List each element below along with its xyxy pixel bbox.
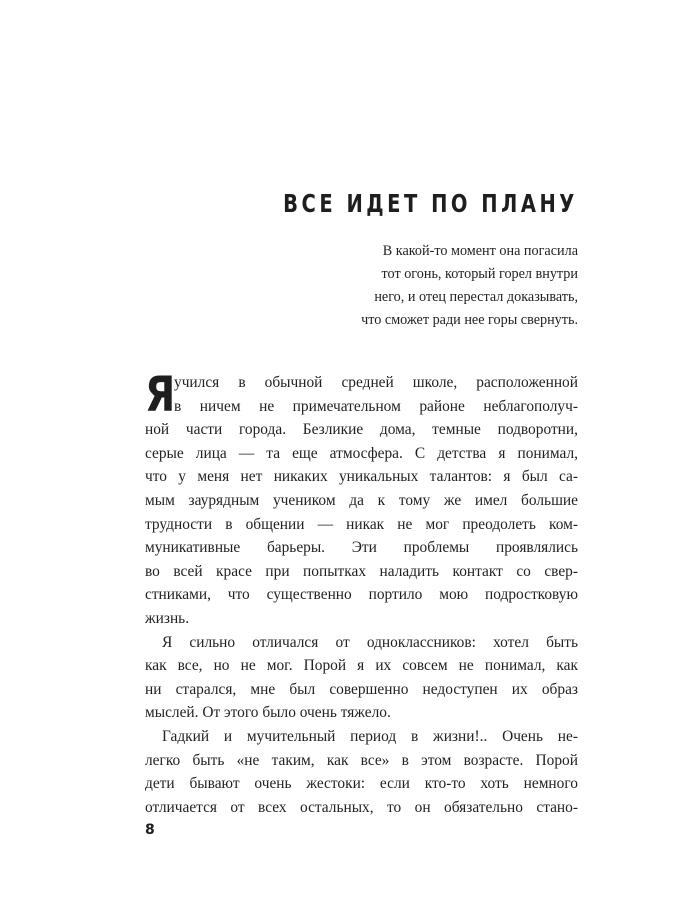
drop-cap: Я	[145, 367, 176, 423]
body-line: ной части города. Безликие дома, темные подворотни,	[145, 421, 578, 439]
body-line: дети бывают очень жестоки: если кто-то хоть немного	[145, 775, 578, 793]
epigraph-line: что сможет ради нее горы свернуть.	[361, 312, 578, 328]
body-line: Гадкий и мучительный период в жизни!.. Очень не-	[162, 727, 578, 745]
body-line: учился в обычной средней школе, расположенной	[174, 374, 578, 391]
body-line: стниками, что существенно портило мою подростковую	[145, 586, 578, 604]
body-line: отличается от всех остальных, то он обязательно стано-	[145, 798, 578, 816]
epigraph-line: В какой-то момент она погасила	[382, 243, 578, 259]
body-text	[145, 367, 578, 819]
epigraph-line: него, и отец перестал доказывать,	[374, 289, 578, 305]
body-line: как все, но не мог. Порой я их совсем не понимал, как	[145, 657, 578, 675]
body-line: трудности в общении — никак не мог преодолеть ком-	[145, 515, 578, 533]
page-number: 8	[145, 822, 155, 838]
body-line: жизнь.	[145, 609, 190, 627]
epigraph-line: тот огонь, который горел внутри	[381, 266, 578, 282]
body-line: Я сильно отличался от одноклассников: хотел быть	[162, 633, 578, 651]
body-line: серые лица — та еще атмосфера. С детства я понимал,	[145, 444, 578, 462]
chapter-title: ВСЕ ИДЕТ ПО ПЛАНУ	[283, 189, 578, 218]
epigraph	[278, 240, 578, 332]
body-line: легко быть «не таким, как все» в этом возрасте. Порой	[145, 751, 578, 769]
body-line: в ничем не примечательном районе неблагополуч-	[174, 397, 578, 415]
body-line: во всей красе при попытках наладить контакт со свер-	[145, 562, 578, 580]
body-line: муникативные барьеры. Эти проблемы проявлялись	[145, 539, 578, 557]
body-line: мыслей. От этого было очень тяжело.	[145, 704, 391, 722]
body-line: что у меня нет никаких уникальных талантов: я был са-	[145, 468, 578, 486]
body-line: мым заурядным учеником да к тому же имел большие	[145, 491, 578, 509]
body-line: ни старался, мне был совершенно недоступен их образ	[145, 680, 578, 698]
